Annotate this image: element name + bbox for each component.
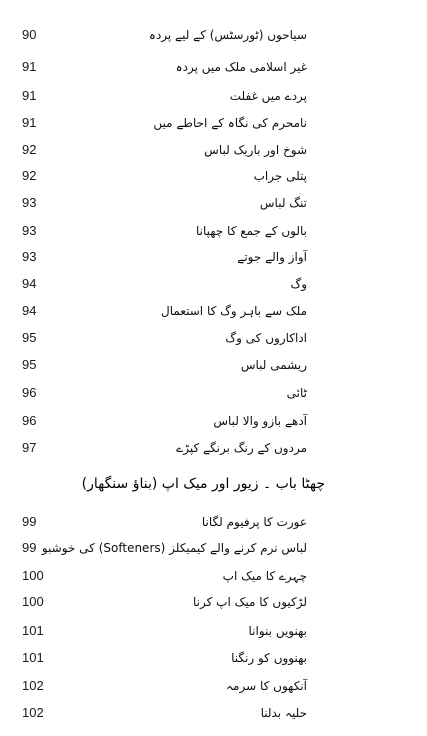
- toc-row: [0, 164, 427, 188]
- toc-row: [0, 564, 427, 588]
- page-number: 93: [22, 249, 37, 264]
- page-number: 101: [22, 650, 44, 665]
- toc-row: [0, 23, 427, 47]
- toc-row: [0, 536, 427, 560]
- page-number: 93: [22, 195, 37, 210]
- entry-title: اداکاروں کی وگ: [225, 331, 307, 345]
- toc-row: [0, 272, 427, 296]
- entry-title: نامحرم کی نگاہ کے احاطے میں: [153, 116, 307, 130]
- entry-title: آواز والے جوتے: [237, 250, 307, 264]
- entry-title: آنکھوں کا سرمہ: [226, 679, 307, 693]
- page-number: 100: [22, 594, 44, 609]
- toc-row: [0, 381, 427, 405]
- entry-title: پردے میں غفلت: [229, 89, 307, 103]
- page-number: 96: [22, 385, 37, 400]
- entry-title: بالوں کے جمع کا چھپانا: [196, 224, 307, 238]
- page-number: 101: [22, 623, 44, 638]
- toc-row: [0, 409, 427, 433]
- page-number: 93: [22, 223, 37, 238]
- entry-title: تنگ لباس: [259, 196, 307, 210]
- toc-row: [0, 138, 427, 162]
- page-number: 102: [22, 705, 44, 720]
- page-number: 95: [22, 357, 37, 372]
- chapter-heading: چھٹا باب ۔ زیور اور میک اپ (بناؤ سنگھار): [81, 476, 325, 492]
- page-number: 94: [22, 276, 37, 291]
- entry-title: حلیہ بدلنا: [260, 706, 307, 720]
- page-number: 92: [22, 168, 37, 183]
- entry-title: لباس نرم کرنے والے کیمیکلز (Softeners) کی خوشبو: [41, 541, 307, 555]
- page-number: 96: [22, 413, 37, 428]
- toc-row: [0, 510, 427, 534]
- entry-title: بھنووں کو رنگنا: [231, 651, 307, 665]
- page-number: 94: [22, 303, 37, 318]
- toc-row: [0, 84, 427, 108]
- entry-title: سیاحوں (ٹورسٹس) کے لیے پردہ: [148, 28, 307, 42]
- entry-title: عورت کا پرفیوم لگانا: [201, 515, 307, 529]
- entry-title: پتلی جراب: [253, 169, 307, 183]
- entry-title: ریشمی لباس: [240, 358, 307, 372]
- entry-title: مردوں کے رنگ برنگے کپڑے: [176, 441, 307, 455]
- toc-row: [0, 436, 427, 460]
- entry-title: چہرے کا میک اپ: [222, 569, 307, 583]
- toc-row: [0, 55, 427, 79]
- page-number: 90: [22, 27, 37, 42]
- entry-title: بھنویں بنوانا: [248, 624, 307, 638]
- page-number: 91: [22, 115, 37, 130]
- toc-row: [0, 326, 427, 350]
- entry-title: وگ: [290, 277, 307, 291]
- toc-row: [0, 646, 427, 670]
- page-number: 91: [22, 88, 37, 103]
- entry-title: غیر اسلامی ملک میں پردہ: [175, 60, 307, 74]
- toc-row: [0, 590, 427, 614]
- entry-title: ٹائی: [286, 386, 307, 400]
- page-number: 99: [22, 514, 37, 529]
- toc-row: [0, 219, 427, 243]
- toc-row: [0, 701, 427, 725]
- toc-row: [0, 619, 427, 643]
- page-number: 100: [22, 568, 44, 583]
- page-number: 97: [22, 440, 37, 455]
- page-number: 95: [22, 330, 37, 345]
- page-number: 92: [22, 142, 37, 157]
- entry-title: آدھے بازو والا لباس: [213, 414, 307, 428]
- entry-title: ملک سے باہر وگ کا استعمال: [161, 304, 307, 318]
- page-number: 99: [22, 540, 37, 555]
- toc-row: [0, 299, 427, 323]
- toc-row: [0, 111, 427, 135]
- page-number: 102: [22, 678, 44, 693]
- entry-title: لڑکیوں کا میک اپ کرنا: [193, 595, 307, 609]
- toc-row: [0, 353, 427, 377]
- toc-row: [0, 191, 427, 215]
- entry-title: شوخ اور باریک لباس: [204, 143, 307, 157]
- toc-row: [0, 674, 427, 698]
- toc-row: [0, 245, 427, 269]
- page-number: 91: [22, 59, 37, 74]
